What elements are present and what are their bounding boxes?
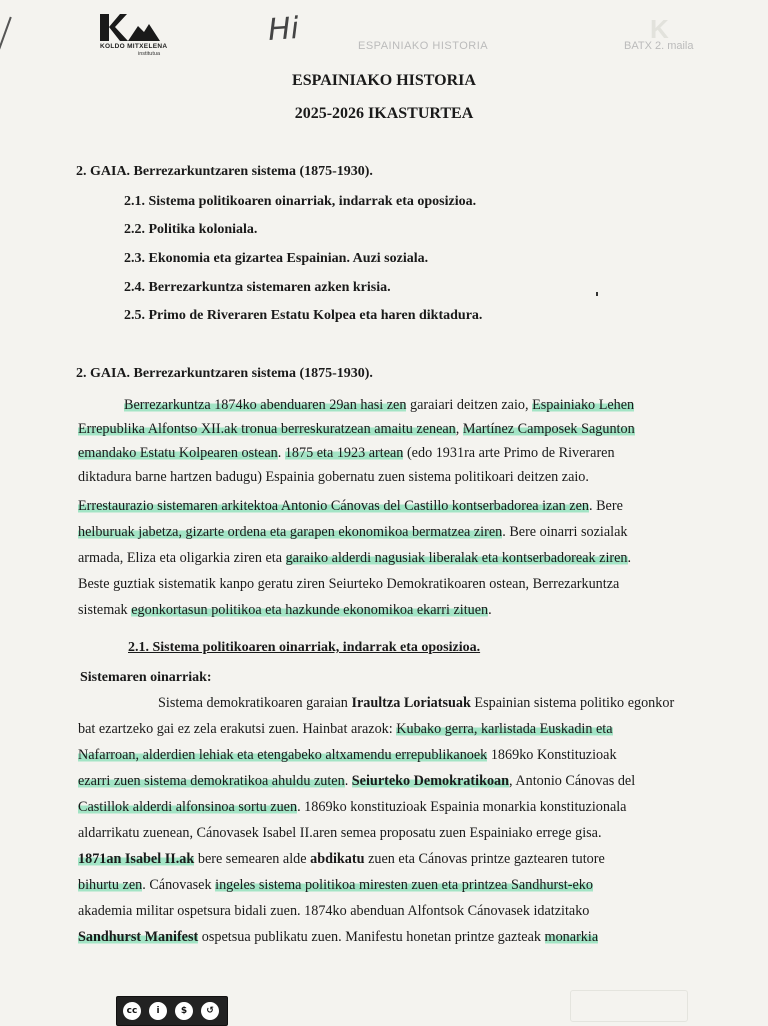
toc-heading: 2. GAIA. Berrezarkuntzaren sistema (1875-1930). — [76, 164, 373, 179]
institute-logo — [100, 14, 196, 60]
noncommercial-icon: $ — [173, 1000, 195, 1022]
running-header-course: BATX 2. maila — [624, 40, 694, 52]
highlight: 1871an Isabel II.ak — [78, 851, 195, 867]
highlight: Kubako gerra, karlistada Euskadin eta — [396, 721, 613, 737]
highlight: Martínez Camposek Sagunton — [462, 421, 635, 437]
highlight: Castillok alderdi alfonsinoa sortu zuen — [78, 799, 298, 815]
highlight: Seiurteko Demokratikoan — [351, 773, 510, 789]
document-subtitle: 2025-2026 IKASTURTEA — [294, 105, 474, 122]
highlight: Errestaurazio sistemaren arkitektoa Antonio Cánovas del Castillo kontserbadorea izan zen — [78, 498, 589, 514]
paragraph-line: ezarri zuen sistema demokratikoa ahuldu zuten. Seiurteko Demokratikoan, Antonio Cánovas del — [78, 773, 636, 789]
logo-mountain-icon — [100, 14, 160, 42]
paragraph-line: Sandhurst Manifest ospetsua publikatu zuen. Manifestu honetan printze gazteak monarkia — [78, 929, 599, 945]
paragraph-line: helburuak jabetza, gizarte ordena eta garapen ekonomikoa bermatzea ziren. Bere oinarri sozialak — [78, 524, 628, 540]
paragraph-line: Errestaurazio sistemaren arkitektoa Antonio Cánovas del Castillo kontserbadorea izan zen. Bere — [78, 498, 623, 514]
paragraph-line: armada, Eliza eta oligarkia ziren eta garaiko alderdi nagusiak liberalak eta kontserbadoreak ziren. — [78, 550, 632, 566]
paragraph-line: bat ezartzeko gai ez zela erakutsi zuen. Hainbat arazok: Kubako gerra, karlistada Euskadin eta — [78, 721, 613, 737]
highlight: Errepublika Alfontso XII.ak tronua berreskuratzean amaitu zenean — [78, 421, 456, 437]
cc-icon: cc — [121, 1000, 143, 1022]
subsection-heading: 2.1. Sistema politikoaren oinarriak, indarrak eta oposizioa. — [128, 640, 481, 655]
topic-heading: Sistemaren oinarriak: — [80, 670, 212, 685]
paragraph-line: emandako Estatu Kolpearen ostean. 1875 eta 1923 artean (edo 1931ra arte Primo de Riveraren — [78, 445, 615, 461]
highlight: ezarri zuen sistema demokratikoa ahuldu zuten — [78, 773, 345, 789]
highlight: Sandhurst Manifest — [78, 929, 199, 945]
highlight: Nafarroan, alderdien lehiak eta etengabeko altxamendu errepublikanoek — [78, 747, 488, 763]
paragraph-line: Errepublika Alfontso XII.ak tronua berreskuratzean amaitu zenean, Martínez Camposek Sagunton — [78, 421, 635, 437]
toc-item: 2.1. Sistema politikoaren oinarriak, indarrak eta oposizioa. — [124, 194, 477, 209]
highlight: ingeles sistema politikoa miresten zuen eta printzea Sandhurst-eko — [215, 877, 593, 893]
toc-item: 2.4. Berrezarkuntza sistemaren azken krisia. — [124, 280, 391, 295]
pen-slash-mark — [0, 17, 12, 50]
attribution-icon: i — [147, 1000, 169, 1022]
toc-item: 2.2. Politika koloniala. — [124, 222, 258, 237]
ink-dot — [596, 292, 598, 296]
highlight: emandako Estatu Kolpearen ostean — [78, 445, 278, 461]
highlight: Berrezarkuntza 1874ko abenduaren 29an hasi zen — [124, 397, 407, 413]
share-alike-icon: ↺ — [199, 1000, 221, 1022]
faded-logo-mark: K — [650, 14, 669, 44]
paragraph-line: Castillok alderdi alfonsinoa sortu zuen. 1869ko konstituzioak Espainia monarkia konstituzionala — [78, 799, 627, 815]
highlight: 1875 eta 1923 artean — [284, 445, 404, 461]
faded-license-badge — [570, 990, 688, 1022]
logo-text: KOLDO MITXELENA — [100, 43, 168, 50]
highlight: Espainiako Lehen — [532, 397, 635, 413]
highlight: garaiko alderdi nagusiak liberalak eta kontserbadoreak ziren — [285, 550, 628, 566]
paragraph-line: diktadura barne hartzen badugu) Espainia gobernatu zuen sistema politikoari deitzen zaio. — [78, 469, 589, 485]
highlight: helburuak jabetza, gizarte ordena eta garapen ekonomikoa bermatzea ziren — [78, 524, 503, 540]
creative-commons-badge — [116, 996, 228, 1026]
highlight: egonkortasun politikoa eta hazkunde ekonomikoa ekarri zituen — [131, 602, 489, 618]
paragraph-line: Nafarroan, alderdien lehiak eta etengabeko altxamendu errepublikanoek 1869ko Konstituzioak — [78, 747, 617, 763]
running-header-title: ESPAINIAKO HISTORIA — [358, 40, 489, 52]
highlight: monarkia — [544, 929, 599, 945]
section-heading: 2. GAIA. Berrezarkuntzaren sistema (1875-1930). — [76, 366, 373, 381]
toc-item: 2.5. Primo de Riveraren Estatu Kolpea eta haren diktadura. — [124, 308, 483, 323]
paragraph-line: aldarrikatu zuenean, Cánovasek Isabel II.aren semea proposatu zuen Espainiako erregе gisa. — [78, 825, 602, 841]
paragraph-line: Beste guztiak sistematik kanpo geratu ziren Seiurteko Demokratikoaren ostean, Berrezarkuntza — [78, 576, 620, 592]
document-title: ESPAINIAKO HISTORIA — [292, 72, 476, 89]
logo-subtext: institutua — [138, 51, 161, 57]
paragraph-line: sistemak egonkortasun politikoa eta hazkunde ekonomikoa ekarri zituen. — [78, 602, 492, 618]
highlight: bihurtu zen — [78, 877, 143, 893]
paragraph-line: Berrezarkuntza 1874ko abenduaren 29an hasi zen garaiari deitzen zaio, Espainiako Lehen — [124, 397, 635, 413]
paragraph-line: akademia militar ospetsura bidali zuen. 1874ko abenduan Alfontsok Cánovasek idatzitako — [78, 903, 590, 919]
paragraph-line: Sistema demokratikoaren garaian Iraultza Loriatsuak Espainian sistema politiko egonkor — [158, 695, 675, 711]
toc-item: 2.3. Ekonomia eta gizartea Espainian. Auzi soziala. — [124, 251, 429, 266]
handwritten-note: Hi — [266, 10, 301, 49]
paragraph-line: 1871an Isabel II.ak bere semearen alde abdikatu zuen eta Cánovas printze gaztearen tutore — [78, 851, 605, 867]
paragraph-line: bihurtu zen. Cánovasek ingeles sistema politikoa miresten zuen eta printzea Sandhurst-eko — [78, 877, 593, 893]
